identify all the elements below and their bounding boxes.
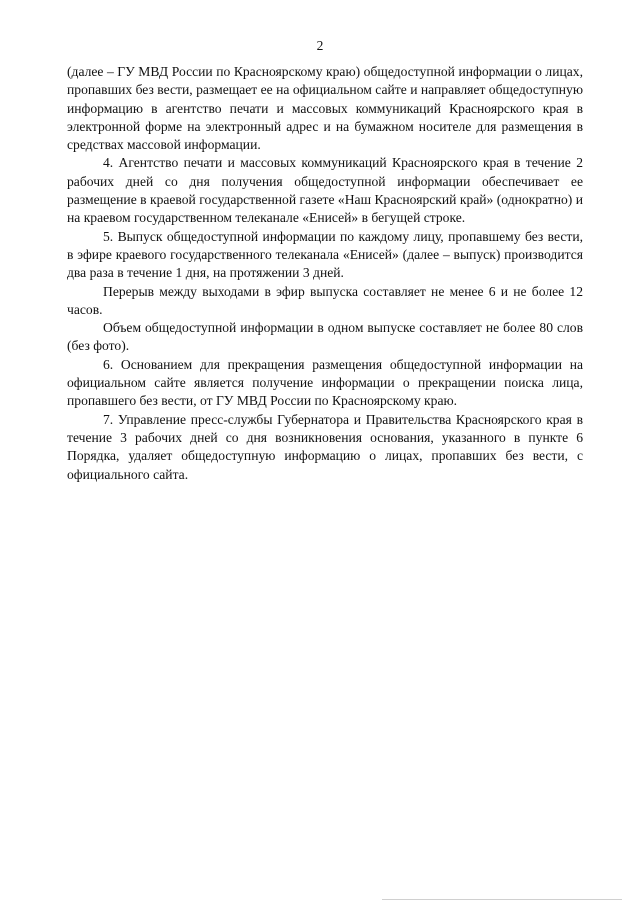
document-body <box>67 63 583 484</box>
paragraph-broadcast-interval: Перерыв между выходами в эфир выпуска составляет не менее 6 и не более 12 часов. <box>67 283 583 317</box>
paragraph-item-4: 4. Агентство печати и массовых коммуникаций Красноярского края в течение 2 рабочих дней со дня получения общедоступной информации обеспечивает ее размещение в краевой государственной газете «Наш Красноярский край» (однократно) и на краевом государственном телеканале «Енисей» в бегущей строке. <box>67 155 583 226</box>
paragraph-item-5: 5. Выпуск общедоступной информации по каждому лицу, пропавшему без вести, в эфире краевого государственного телеканала «Енисей» (далее – выпуск) производится два раза в течение 1 дня, на протяжении 3 дней. <box>67 228 583 281</box>
paragraph-word-limit: Объем общедоступной информации в одном выпуске составляет не более 80 слов (без фото). <box>67 320 583 354</box>
page-number: 2 <box>316 38 324 53</box>
paragraph-intro-continuation: (далее – ГУ МВД России по Красноярскому краю) общедоступной информации о лицах, пропавших без вести, размещает ее на официальном сайте и направляет общедоступную информацию в агентство печати и массовых коммуникаций Красноярского края в электронной форме на электронный адрес и на бумажном носителе для размещения в средствах массовой информации. <box>67 64 583 153</box>
paragraph-item-7: 7. Управление пресс-службы Губернатора и Правительства Красноярского края в течение 3 рабочих дней со дня возникновения основания, указанного в пункте 6 Порядка, удаляет общедоступную информацию о лицах, пропавших без вести, с официального сайта. <box>67 411 583 482</box>
paragraph-item-6: 6. Основанием для прекращения размещения общедоступной информации на официальном сайте является получение информации о прекращении поиска лица, пропавшего без вести, от ГУ МВД России по Красноярскому краю. <box>67 356 583 409</box>
scan-edge-line <box>382 899 622 900</box>
